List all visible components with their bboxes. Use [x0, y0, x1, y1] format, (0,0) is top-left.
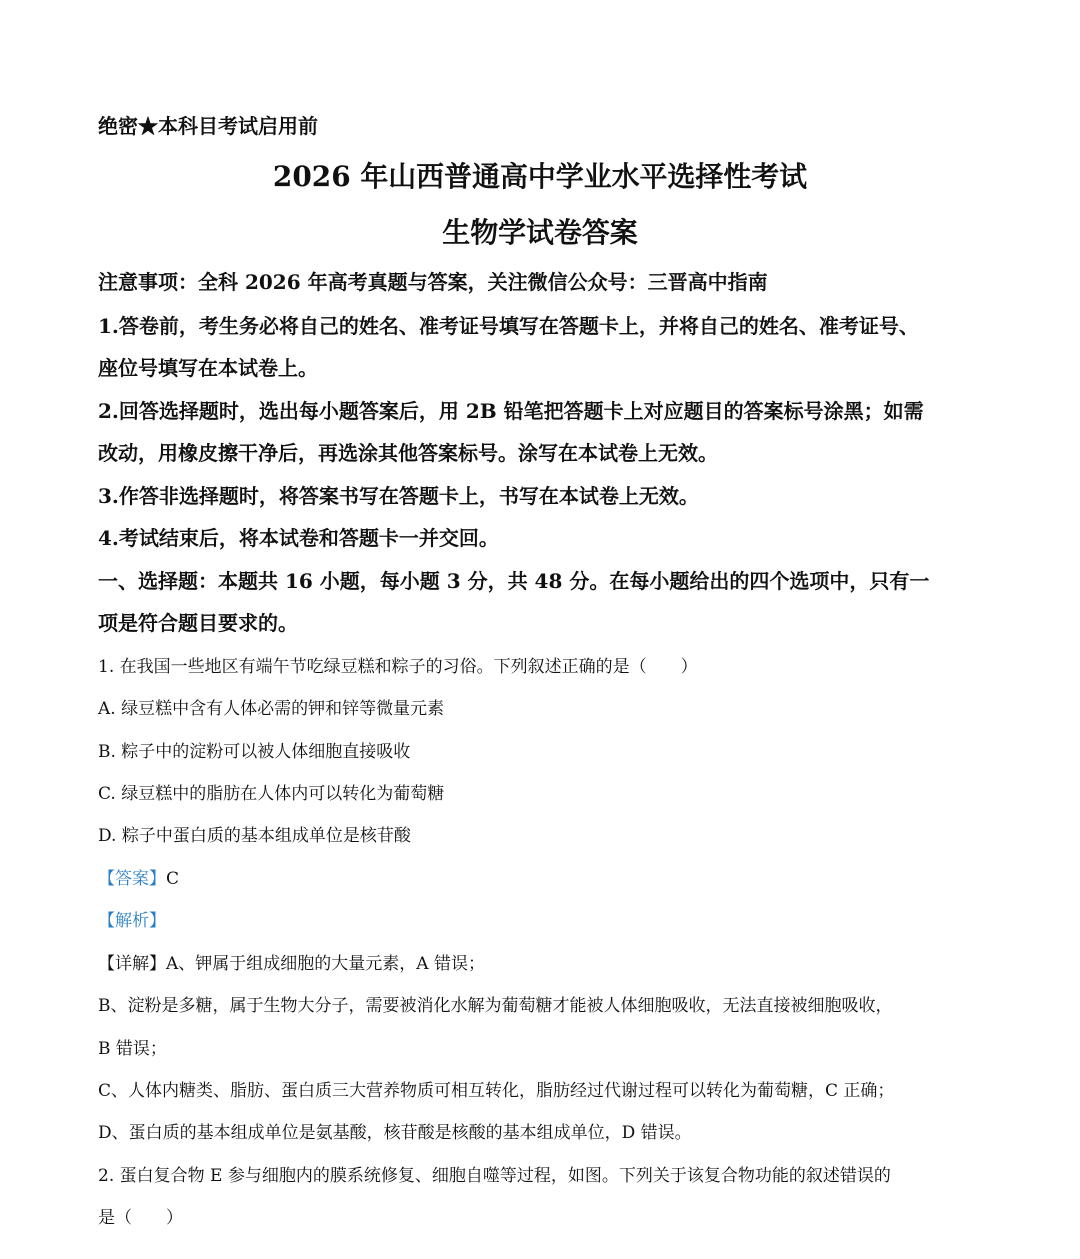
detail-line-4: D、蛋白质的基本组成单位是氨基酸，核苷酸是核酸的基本组成单位，D 错误。	[98, 1123, 692, 1143]
notice-item-1-cont: 座位号填写在本试卷上。	[98, 356, 318, 380]
question-2-stem-cont: 是（ ）	[98, 1208, 183, 1228]
confidential-notice: 绝密★本科目考试启用前	[98, 114, 318, 138]
question-1-option-a: A. 绿豆糕中含有人体必需的钾和锌等微量元素	[98, 699, 445, 719]
notice-item-2: 2.回答选择题时，选出每小题答案后，用 2B 铅笔把答题卡上对应题目的答案标号涂黑；如需	[98, 399, 924, 423]
notice-heading: 注意事项：全科 2026 年高考真题与答案，关注微信公众号：三晋高中指南	[98, 270, 768, 294]
answer-tag: 【答案】	[98, 869, 166, 889]
notice-item-4: 4.考试结束后，将本试卷和答题卡一并交回。	[98, 526, 499, 550]
question-1-stem: 1. 在我国一些地区有端午节吃绿豆糕和粽子的习俗。下列叙述正确的是（ ）	[98, 657, 698, 677]
question-1-option-b: B. 粽子中的淀粉可以被人体细胞直接吸收	[98, 742, 411, 762]
question-1-option-c: C. 绿豆糕中的脂肪在人体内可以转化为葡萄糖	[98, 784, 445, 804]
notice-item-2-cont: 改动，用橡皮擦干净后，再选涂其他答案标号。涂写在本试卷上无效。	[98, 441, 718, 465]
analysis-tag: 【解析】	[98, 911, 166, 931]
detail-line-2: B、淀粉是多糖，属于生物大分子，需要被消化水解为葡萄糖才能被人体细胞吸收，无法直接被细胞吸收，	[98, 996, 893, 1016]
detail-line-2-cont: B 错误；	[98, 1039, 167, 1059]
notice-item-1: 1.答卷前，考生务必将自己的姓名、准考证号填写在答题卡上，并将自己的姓名、准考证号、	[98, 314, 919, 338]
exam-title: 2026 年山西普通高中学业水平选择性考试	[272, 160, 808, 193]
detail-line-1: 【详解】A、钾属于组成细胞的大量元素，A 错误；	[98, 954, 485, 974]
answer-line	[98, 864, 179, 889]
question-1-option-d: D. 粽子中蛋白质的基本组成单位是核苷酸	[98, 826, 411, 846]
section-heading-cont: 项是符合题目要求的。	[98, 611, 298, 635]
section-heading: 一、选择题：本题共 16 小题，每小题 3 分，共 48 分。在每小题给出的四个选项中，只有一	[98, 569, 930, 593]
analysis-line	[98, 906, 166, 931]
question-2-stem: 2. 蛋白复合物 E 参与细胞内的膜系统修复、细胞自噬等过程，如图。下列关于该复合物功能的叙述错误的	[98, 1166, 891, 1186]
exam-subtitle: 生物学试卷答案	[442, 216, 638, 249]
detail-line-3: C、人体内糖类、脂肪、蛋白质三大营养物质可相互转化，脂肪经过代谢过程可以转化为葡萄糖，C 正确；	[98, 1081, 895, 1101]
answer-value: C	[166, 869, 180, 889]
notice-item-3: 3.作答非选择题时，将答案书写在答题卡上，书写在本试卷上无效。	[98, 484, 699, 508]
